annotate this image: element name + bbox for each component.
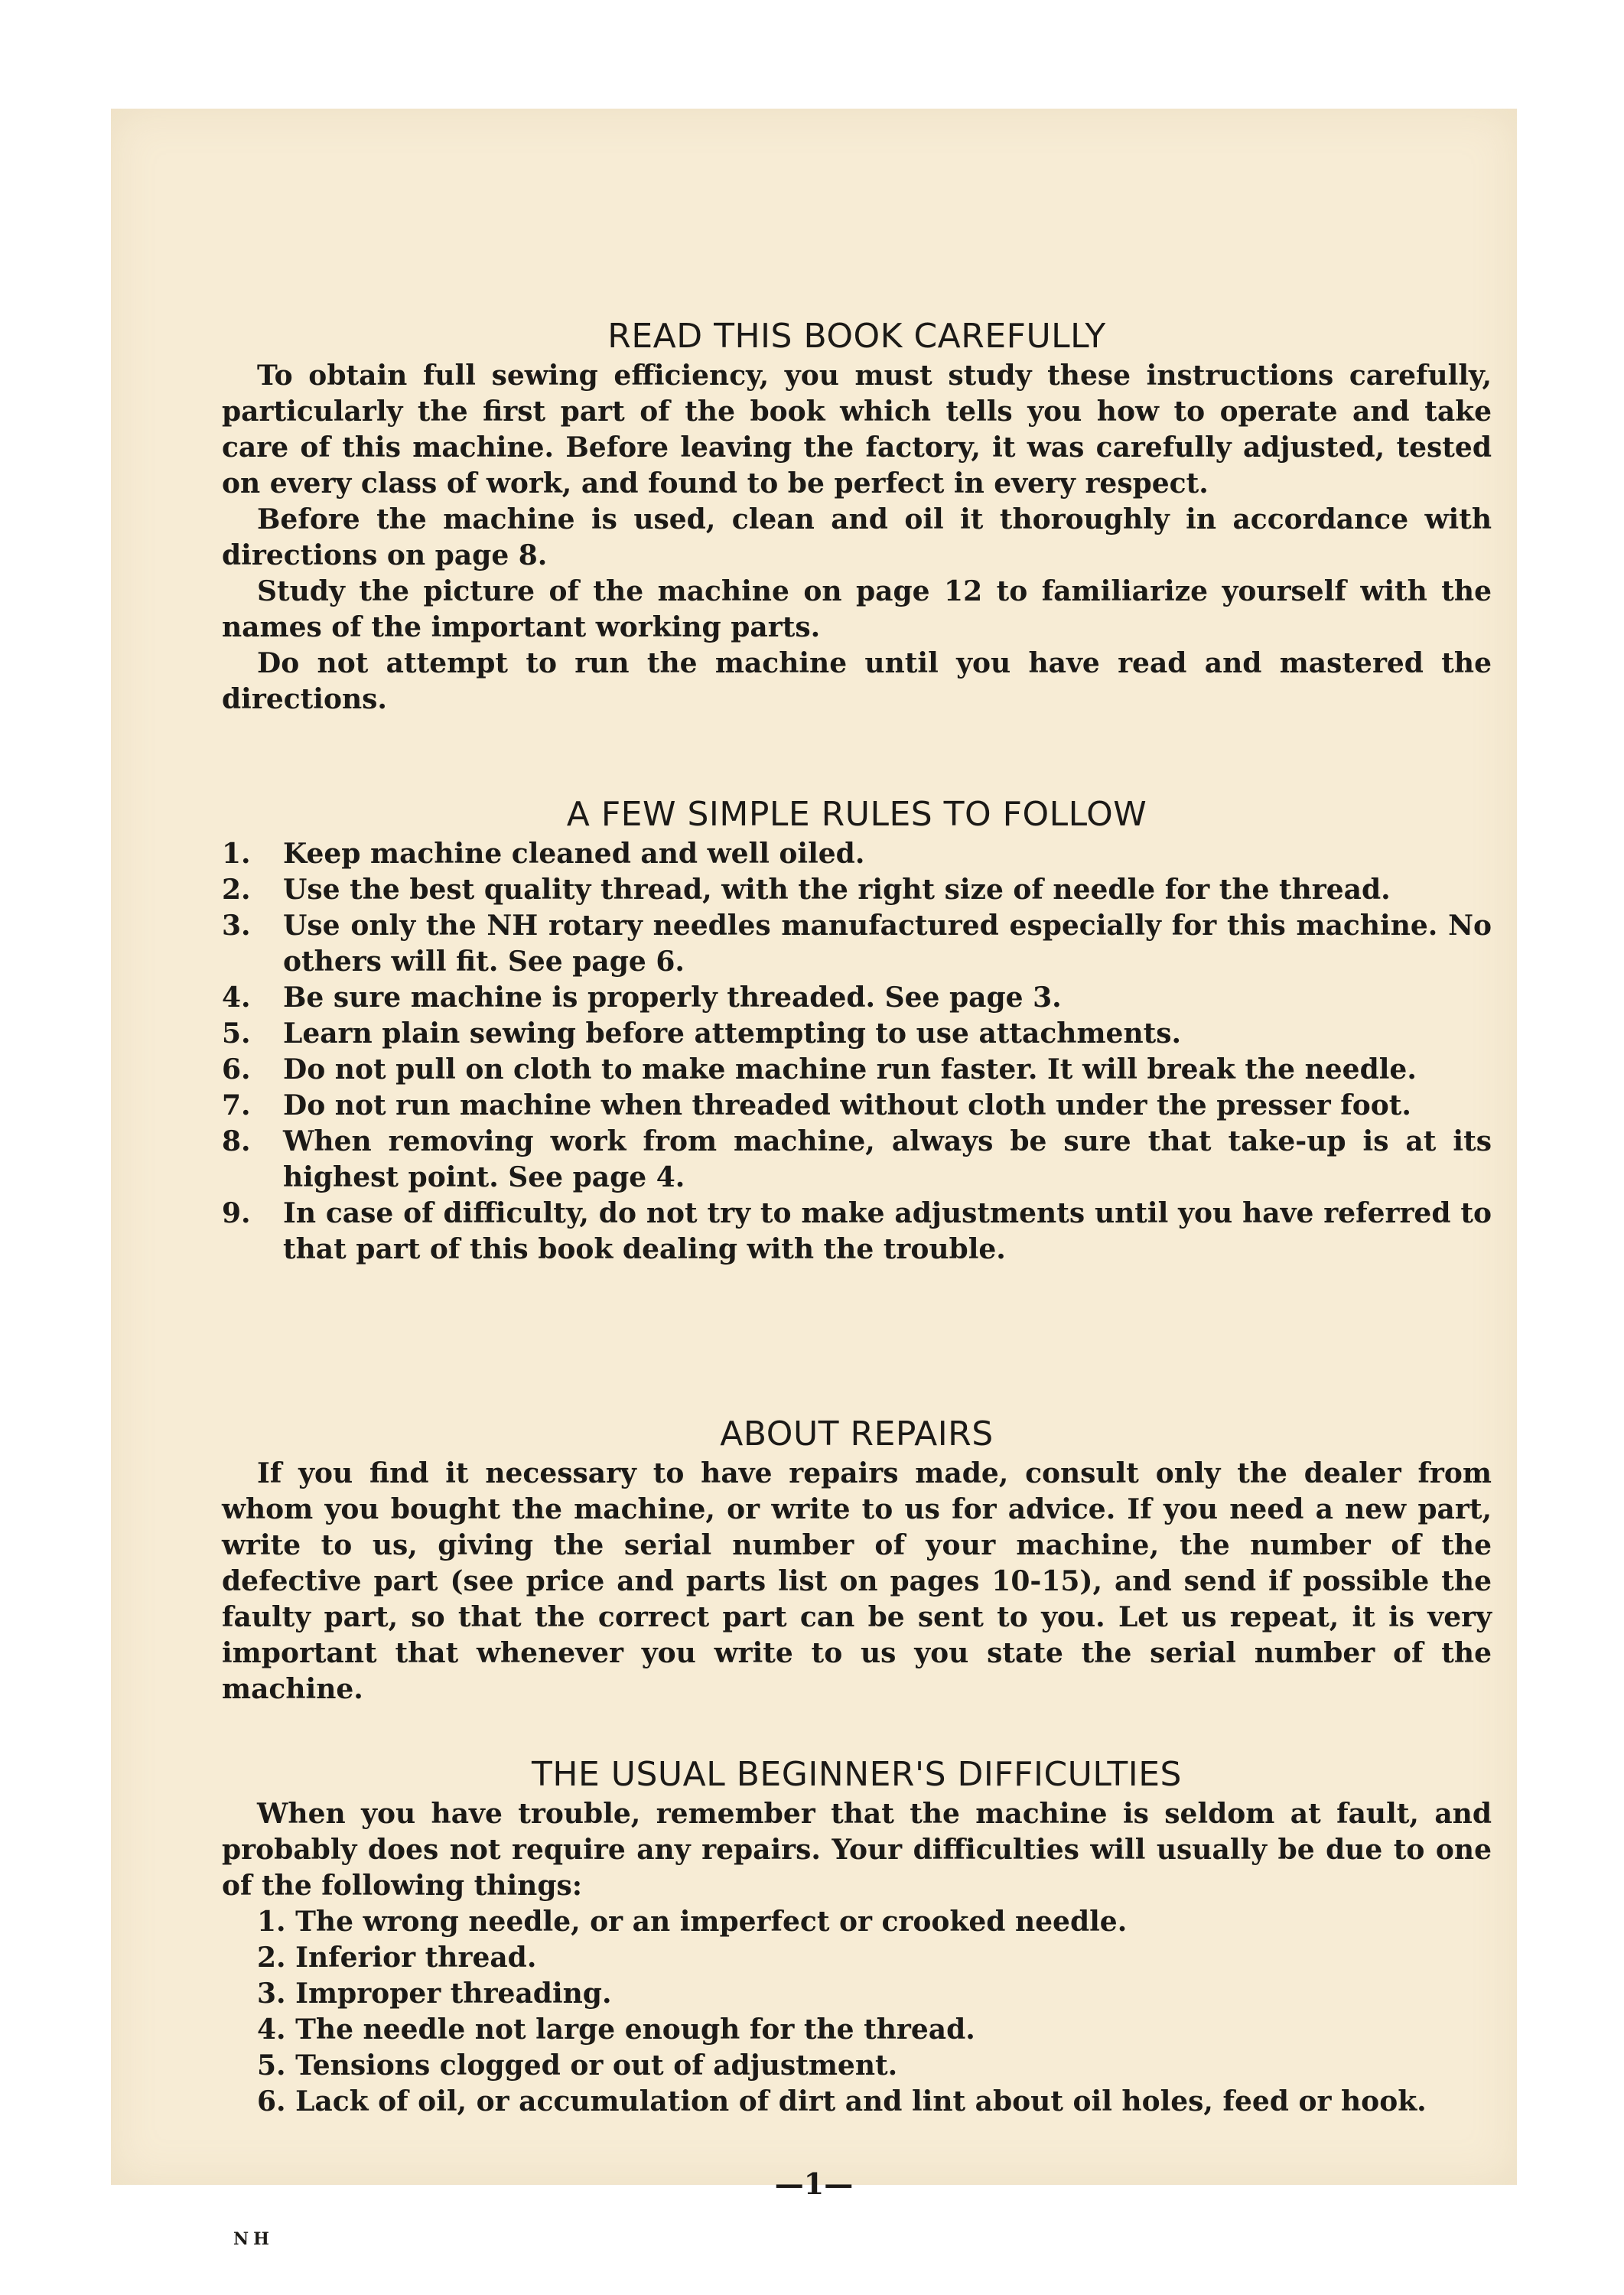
heading-about-repairs: ABOUT REPAIRS (720, 1414, 994, 1454)
list-item-number: 2. (222, 874, 251, 906)
difficulties-list (222, 1904, 1492, 2120)
section-beginner-difficulties (222, 1753, 1492, 2120)
list-item (222, 908, 1492, 980)
list-item-number: 9. (222, 1197, 251, 1229)
list-item (222, 980, 1492, 1016)
list-item-text: In case of difficulty, do not try to make adjustments until you have referred to that part of this book dealing with the trouble. (283, 1197, 1492, 1265)
paragraph: Do not attempt to run the machine until you have read and mastered the directions. (222, 647, 1492, 715)
repairs-text-strong: serial number of your machine, (623, 1529, 1160, 1561)
list-item (222, 872, 1492, 908)
list-item (222, 1088, 1492, 1124)
section-read-carefully (222, 315, 1492, 718)
list-item: 2. Inferior thread. (257, 1942, 537, 1974)
paragraph: To obtain full sewing efficiency, you must study these instructions carefully, particularly the first part of the book which tells you how to operate and take care of this machine. Before leaving the factory, it was carefully adjusted, tested on every class of work, and found to be perfect in every respect. (222, 360, 1492, 500)
heading-beginner-difficulties: THE USUAL BEGINNER'S DIFFICULTIES (532, 1755, 1182, 1794)
rules-list (222, 836, 1492, 1268)
list-item (222, 1052, 1492, 1088)
list-item-text: Keep machine cleaned and well oiled. (283, 838, 865, 870)
list-item-text: Be sure machine is properly threaded. See page 3. (283, 981, 1062, 1014)
list-item: 3. Improper threading. (257, 1978, 612, 2010)
heading-read-carefully: READ THIS BOOK CAREFULLY (607, 317, 1106, 356)
list-item-text: Do not pull on cloth to make machine run faster. It will break the needle. (283, 1053, 1417, 1086)
list-item: 6. Lack of oil, or accumulation of dirt and lint about oil holes, feed or hook. (257, 2085, 1427, 2118)
paragraph (222, 1456, 1492, 1707)
list-item-number: 1. (222, 838, 251, 870)
list-item-number: 5. (222, 1017, 251, 1050)
repairs-text-after: the number of the defective part (see price and parts list on pages 10-15), and send if possible the faulty part, so that the correct part can be sent to you. Let us repeat, it is very important that whenever you write to us you state the serial number of the machine. (222, 1529, 1492, 1705)
list-item-number: 8. (222, 1125, 251, 1157)
list-item-number: 6. (222, 1053, 251, 1086)
section-about-repairs (222, 1413, 1492, 1707)
heading-simple-rules: A FEW SIMPLE RULES TO FOLLOW (566, 795, 1147, 834)
list-item-number: 3. (222, 910, 251, 942)
manual-page (111, 109, 1517, 2249)
list-item: 4. The needle not large enough for the thread. (257, 2013, 975, 2046)
list-item (222, 1196, 1492, 1268)
footer-code: NH (233, 2229, 274, 2249)
list-item (222, 1016, 1492, 1052)
paragraph: Study the picture of the machine on page 12 to familiarize yourself with the names of the important working parts. (222, 575, 1492, 643)
section-simple-rules (222, 793, 1492, 1268)
list-item: 1. The wrong needle, or an imperfect or crooked needle. (257, 1906, 1128, 1938)
list-item-number: 4. (222, 981, 251, 1014)
list-item-text: Learn plain sewing before attempting to use attachments. (283, 1017, 1182, 1050)
list-item-text: When removing work from machine, always be sure that take-up is at its highest point. See page 4. (283, 1125, 1492, 1193)
page-number: —1— (774, 2166, 854, 2201)
list-item: 5. Tensions clogged or out of adjustment. (257, 2049, 898, 2082)
list-item (222, 1124, 1492, 1196)
repairs-text-before: If you find it necessary to have repairs made, consult only the dealer from whom you bought the machine, or write to us for advice. If you need a new part, write to us, giving the (222, 1457, 1492, 1561)
paragraph: When you have trouble, remember that the machine is seldom at fault, and probably does not require any repairs. Your difficulties will usually be due to one of the following things: (222, 1798, 1492, 1902)
list-item-text: Use only the NH rotary needles manufactured especially for this machine. No others will fit. See page 6. (283, 910, 1492, 978)
paragraph: Before the machine is used, clean and oil it thoroughly in accordance with directions on page 8. (222, 503, 1492, 571)
list-item-number: 7. (222, 1089, 251, 1121)
list-item-text: Do not run machine when threaded without cloth under the presser foot. (283, 1089, 1411, 1121)
list-item-text: Use the best quality thread, with the right size of needle for the thread. (283, 874, 1391, 906)
list-item (222, 836, 1492, 872)
